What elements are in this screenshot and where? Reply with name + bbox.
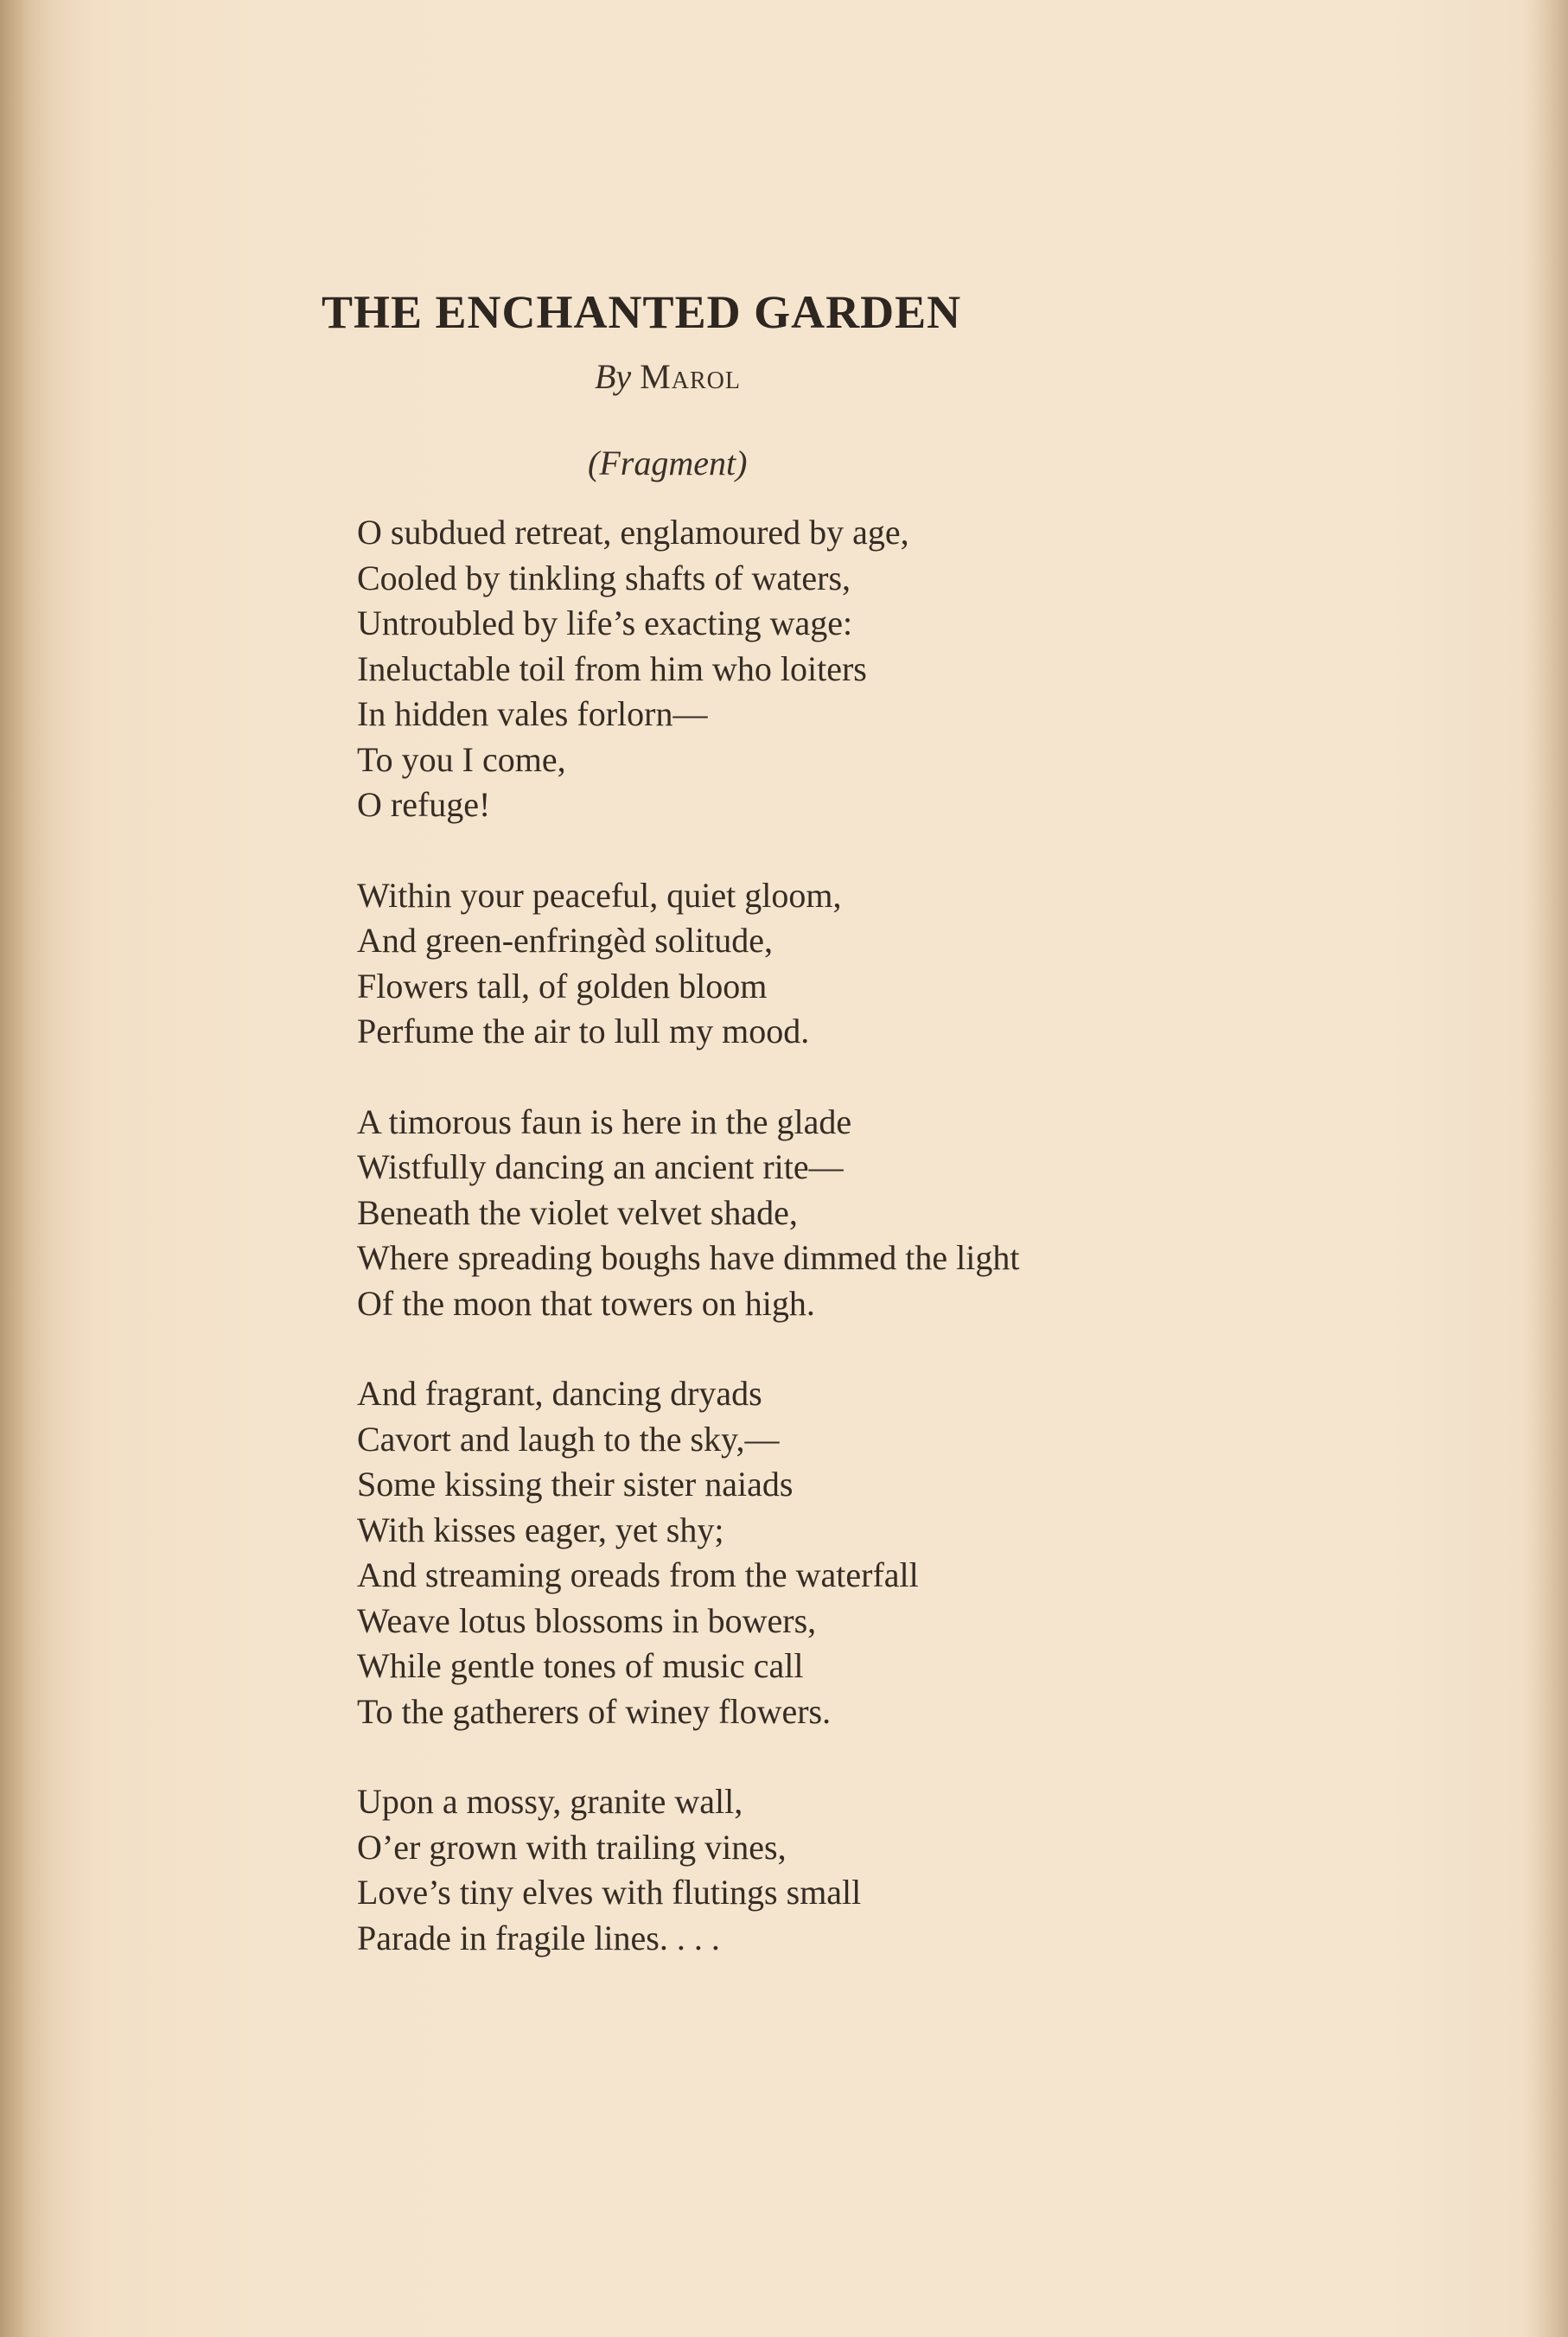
poem-line: Within your peaceful, quiet gloom,: [357, 875, 842, 915]
poem-line: O subdued retreat, englamoured by age,: [357, 513, 909, 552]
poem-body: [357, 510, 1221, 2006]
stanza-2: [357, 873, 1221, 1055]
poem-line: Perfume the air to lull my mood.: [357, 1012, 810, 1050]
stanza-1: [357, 510, 1221, 828]
poem-line: Ineluctable toil from him who loiters: [357, 648, 867, 688]
poem-line: Love’s tiny elves with flutings small: [357, 1873, 862, 1912]
poem-line: In hidden vales forlorn—: [357, 694, 708, 733]
poem-line: With kisses eager, yet shy;: [357, 1510, 724, 1549]
poem-line: And fragrant, dancing dryads: [357, 1374, 762, 1413]
poem-line: Flowers tall, of golden bloom: [357, 966, 768, 1006]
poem-line: A timorous faun is here in the glade: [357, 1101, 852, 1141]
poem-line: And streaming oreads from the waterfall: [357, 1555, 919, 1594]
poem-line: Untroubled by life’s exacting wage:: [357, 603, 853, 642]
stanza-3: [357, 1100, 1221, 1327]
poem-line: Beneath the violet velvet shade,: [357, 1192, 798, 1232]
byline: [595, 356, 741, 397]
poem-line: O refuge!: [357, 785, 491, 824]
poem-line: Wistfully dancing an ancient rite—: [357, 1147, 844, 1186]
page-edge-shadow: [1533, 0, 1568, 2337]
poem-line: Parade in fragile lines. . . .: [357, 1918, 720, 1957]
poem-title: THE ENCHANTED GARDEN: [322, 286, 962, 338]
poem-line: Of the moon that towers on high.: [357, 1283, 815, 1323]
poem-line: Cavort and laugh to the sky,—: [357, 1419, 780, 1459]
poem-line: And green-enfringèd solitude,: [357, 921, 773, 960]
poem-line: While gentle tones of music call: [357, 1646, 804, 1685]
poem-line: To you I come,: [357, 739, 566, 779]
poem-line: To the gatherers of winey flowers.: [357, 1691, 832, 1731]
poem-line: Upon a mossy, granite wall,: [357, 1782, 743, 1821]
stanza-5: [357, 1779, 1221, 1961]
stanza-4: [357, 1371, 1221, 1734]
poem-line: Where spreading boughs have dimmed the light: [357, 1238, 1020, 1277]
poem-line: O’er grown with trailing vines,: [357, 1827, 787, 1867]
author-name: Marol: [640, 357, 741, 396]
byline-prefix: By: [595, 357, 632, 396]
poem-line: Weave lotus blossoms in bowers,: [357, 1600, 817, 1640]
poem-line: Cooled by tinkling shafts of waters,: [357, 558, 851, 597]
poem-subtitle: (Fragment): [588, 444, 748, 482]
poem-line: Some kissing their sister naiads: [357, 1465, 794, 1504]
